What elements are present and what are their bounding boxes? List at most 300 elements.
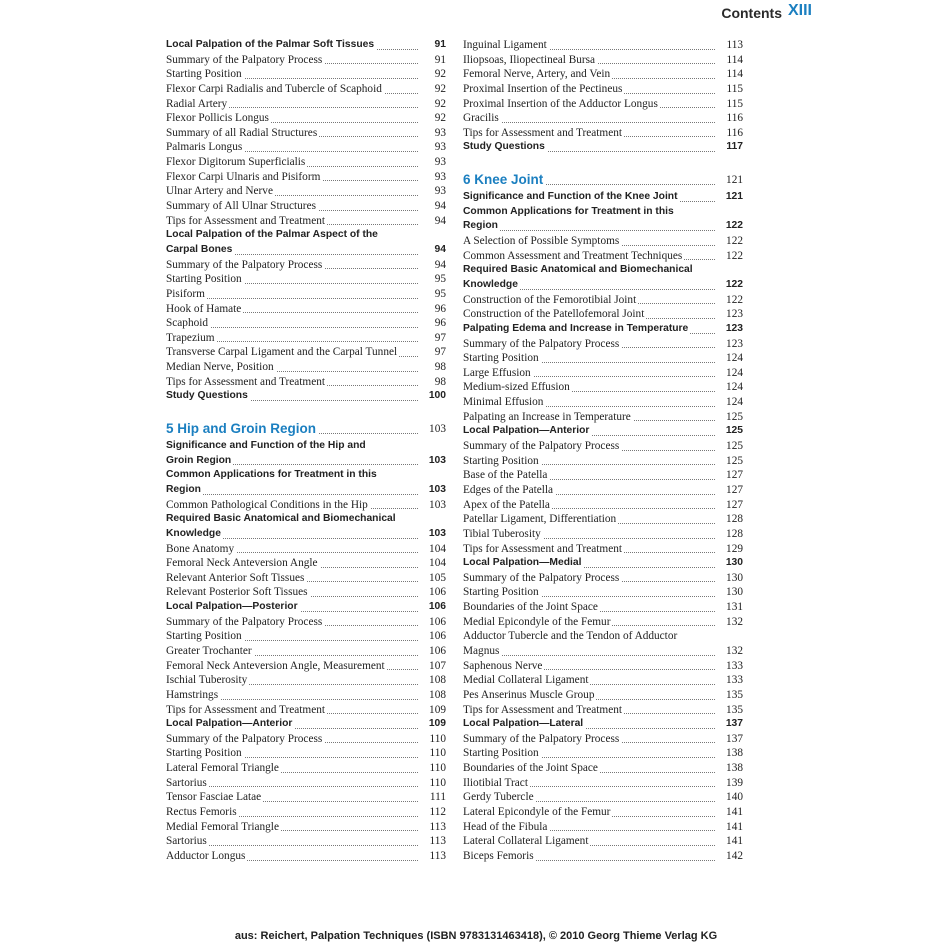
toc-entry-page: 115 xyxy=(718,97,743,112)
toc-entry xyxy=(463,629,743,644)
toc-entry-page: 106 xyxy=(421,615,446,630)
toc-entry-title: Large Effusion xyxy=(463,366,531,379)
toc-entry xyxy=(463,556,743,571)
toc-entry-page: 138 xyxy=(718,746,743,761)
toc-entry xyxy=(463,111,743,126)
toc-entry-title: Starting Position xyxy=(166,273,242,286)
toc-entry-title: Tips for Assessment and Treatment xyxy=(463,126,623,139)
toc-entry xyxy=(166,111,446,126)
toc-entry-title: Starting Position xyxy=(463,586,539,599)
toc-entry-page: 103 xyxy=(421,483,446,498)
toc-entry xyxy=(166,199,446,214)
toc-entry-title: Starting Position xyxy=(166,747,242,760)
toc-entry xyxy=(463,776,743,791)
toc-entry-page: 116 xyxy=(718,111,743,126)
toc-entry-page: 94 xyxy=(421,258,446,273)
toc-entry-page: 132 xyxy=(718,644,743,659)
toc-entry-page: 96 xyxy=(421,316,446,331)
toc-entry-title: Femoral Neck Anteversion Angle, Measurement xyxy=(166,659,385,672)
toc-entry-title: Region xyxy=(463,220,498,232)
toc-entry-title: Ulnar Artery and Nerve xyxy=(166,185,273,198)
toc-entry xyxy=(166,673,446,688)
toc-entry-page: 115 xyxy=(718,82,743,97)
toc-entry-title: Femoral Nerve, Artery, and Vein xyxy=(463,68,611,81)
toc-entry-title: Transverse Carpal Ligament and the Carpal Tunnel xyxy=(166,346,398,359)
toc-entry xyxy=(166,228,446,243)
toc-entry-title: Tips for Assessment and Treatment xyxy=(463,703,623,716)
toc-entry xyxy=(166,600,446,615)
toc-entry-page: 92 xyxy=(421,111,446,126)
toc-entry-page: 103 xyxy=(421,454,446,469)
toc-entry-title: Trapezium xyxy=(166,331,215,344)
toc-entry-title: Summary of the Palpatory Process xyxy=(463,732,620,745)
toc-entry xyxy=(463,205,743,220)
toc-entry-title: Required Basic Anatomical and Biomechanical xyxy=(463,264,693,276)
toc-entry-title: Inguinal Ligament xyxy=(463,39,547,51)
toc-entry-page: 107 xyxy=(421,659,446,674)
toc-entry-title: Palpating Edema and Increase in Temperature xyxy=(463,322,689,334)
toc-entry-page: 104 xyxy=(421,542,446,557)
toc-entry-title: Starting Position xyxy=(166,630,242,643)
toc-entry xyxy=(166,454,446,469)
toc-entry xyxy=(166,483,446,498)
toc-entry xyxy=(166,140,446,155)
toc-entry-title: Construction of the Patellofemoral Joint xyxy=(463,308,645,321)
toc-entry xyxy=(166,375,446,390)
toc-entry xyxy=(463,293,743,308)
toc-entry-page: 113 xyxy=(718,38,743,53)
toc-entry xyxy=(166,53,446,68)
toc-entry xyxy=(463,337,743,352)
toc-entry xyxy=(166,287,446,302)
toc-entry-title: Sartorius xyxy=(166,776,207,789)
toc-entry-page: 138 xyxy=(718,761,743,776)
toc-entry-title: Tips for Assessment and Treatment xyxy=(166,703,326,716)
toc-entry-page: 124 xyxy=(718,366,743,381)
toc-entry-page: 133 xyxy=(718,673,743,688)
toc-entry xyxy=(463,849,743,864)
toc-right-column xyxy=(463,38,743,864)
toc-entry-page: 92 xyxy=(421,67,446,82)
toc-entry-title: Common Pathological Conditions in the Hip xyxy=(166,498,368,511)
toc-entry-title: Common Applications for Treatment in this xyxy=(463,205,674,217)
toc-entry-page: 140 xyxy=(718,790,743,805)
toc-entry xyxy=(166,316,446,331)
toc-entry-page: 110 xyxy=(421,732,446,747)
toc-entry xyxy=(463,53,743,68)
toc-entry-page: 97 xyxy=(421,345,446,360)
toc-entry-title: Adductor Tubercle and the Tendon of Adductor xyxy=(463,630,678,643)
toc-entry xyxy=(166,38,446,53)
toc-entry-page: 93 xyxy=(421,170,446,185)
toc-entry-title: Medium-sized Effusion xyxy=(463,381,570,394)
toc-entry-page: 112 xyxy=(421,805,446,820)
toc-entry-title: Head of the Fibula xyxy=(463,820,548,833)
toc-entry xyxy=(463,600,743,615)
toc-entry-title: Local Palpation—Lateral xyxy=(463,718,584,730)
toc-entry-page: 94 xyxy=(421,199,446,214)
toc-entry-title: Region xyxy=(166,483,201,495)
toc-entry-title: Knowledge xyxy=(166,527,221,539)
toc-entry-title: Tips for Assessment and Treatment xyxy=(166,214,326,227)
toc-entry xyxy=(166,820,446,835)
toc-entry xyxy=(166,659,446,674)
toc-entry-title: Pisiform xyxy=(166,287,205,300)
toc-entry-title: Proximal Insertion of the Pectineus xyxy=(463,82,623,95)
toc-entry-page: 127 xyxy=(718,483,743,498)
toc-entry xyxy=(463,761,743,776)
toc-entry-title: Medial Epicondyle of the Femur xyxy=(463,615,611,628)
toc-entry-title: Common Applications for Treatment in this xyxy=(166,469,377,481)
chapter-heading xyxy=(463,170,743,190)
toc-entry-title: Iliopsoas, Iliopectineal Bursa xyxy=(463,53,596,66)
toc-entry-title: Minimal Effusion xyxy=(463,396,544,409)
toc-entry xyxy=(166,761,446,776)
toc-entry-page: 133 xyxy=(718,659,743,674)
toc-entry-page: 111 xyxy=(421,790,446,805)
toc-entry xyxy=(166,776,446,791)
section-spacer xyxy=(463,155,743,168)
toc-entry-page: 121 xyxy=(718,190,743,205)
toc-entry-page: 92 xyxy=(421,82,446,97)
toc-entry-title: Rectus Femoris xyxy=(166,806,237,819)
toc-entry-page: 104 xyxy=(421,556,446,571)
toc-entry-page: 122 xyxy=(718,249,743,264)
toc-entry xyxy=(166,360,446,375)
toc-entry-title: Adductor Longus xyxy=(166,849,246,862)
toc-entry-page: 91 xyxy=(421,53,446,68)
toc-entry-title: Lateral Collateral Ligament xyxy=(463,835,589,848)
toc-entry-page: 106 xyxy=(421,629,446,644)
toc-entry-title: Summary of the Palpatory Process xyxy=(166,258,323,271)
toc-entry-title: Pes Anserinus Muscle Group xyxy=(463,688,595,701)
toc-entry xyxy=(463,424,743,439)
toc-entry-title: Study Questions xyxy=(463,141,545,153)
section-spacer xyxy=(166,404,446,417)
toc-entry-title: 6 Knee Joint xyxy=(463,172,544,188)
toc-entry xyxy=(166,629,446,644)
toc-entry-page: 131 xyxy=(718,600,743,615)
toc-entry-page: 125 xyxy=(718,410,743,425)
toc-entry-title: Starting Position xyxy=(463,747,539,760)
toc-entry-title: Common Assessment and Treatment Techniques xyxy=(463,249,683,262)
toc-entry-title: Medial Femoral Triangle xyxy=(166,820,279,833)
toc-entry xyxy=(463,468,743,483)
toc-entry xyxy=(166,703,446,718)
toc-entry xyxy=(166,556,446,571)
toc-entry-page: 122 xyxy=(718,234,743,249)
toc-entry-title: Summary of the Palpatory Process xyxy=(166,615,323,628)
toc-entry-title: Starting Position xyxy=(463,454,539,467)
toc-entry-title: Bone Anatomy xyxy=(166,542,235,555)
page-number-roman: XIII xyxy=(787,2,812,19)
toc-entry xyxy=(463,703,743,718)
toc-left-column xyxy=(166,38,446,864)
toc-entry-title: Significance and Function of the Hip and xyxy=(166,440,366,452)
toc-entry xyxy=(463,805,743,820)
toc-entry xyxy=(463,263,743,278)
toc-entry xyxy=(463,790,743,805)
toc-entry xyxy=(463,542,743,557)
toc-entry-page: 135 xyxy=(718,688,743,703)
toc-entry-page: 108 xyxy=(421,688,446,703)
toc-entry xyxy=(463,395,743,410)
toc-entry xyxy=(463,366,743,381)
toc-entry xyxy=(463,820,743,835)
toc-entry xyxy=(463,644,743,659)
toc-entry xyxy=(463,454,743,469)
toc-entry-title: Tibial Tuberosity xyxy=(463,527,541,540)
toc-entry xyxy=(166,331,446,346)
toc-entry xyxy=(463,38,743,53)
toc-entry-title: Study Questions xyxy=(166,390,248,402)
toc-entry xyxy=(463,126,743,141)
toc-entry xyxy=(166,345,446,360)
toc-entry xyxy=(463,439,743,454)
toc-entry-page: 132 xyxy=(718,615,743,630)
toc-entry-title: Local Palpation of the Palmar Aspect of the xyxy=(166,229,378,241)
toc-entry-title: Summary of all Radial Structures xyxy=(166,126,318,139)
toc-entry-title: Relevant Posterior Soft Tissues xyxy=(166,586,308,599)
toc-entry-title: Boundaries of the Joint Space xyxy=(463,762,598,775)
toc-entry-page: 106 xyxy=(421,585,446,600)
dot-leader xyxy=(166,494,418,495)
toc-entry xyxy=(463,249,743,264)
toc-entry xyxy=(463,673,743,688)
toc-entry xyxy=(166,790,446,805)
toc-entry-page: 93 xyxy=(421,184,446,199)
toc-entry-page: 103 xyxy=(421,419,446,439)
toc-entry-page: 93 xyxy=(421,155,446,170)
toc-entry-title: Proximal Insertion of the Adductor Longus xyxy=(463,97,658,110)
toc-entry-page: 110 xyxy=(421,776,446,791)
toc-entry-page: 142 xyxy=(718,849,743,864)
toc-entry-title: Tips for Assessment and Treatment xyxy=(166,375,326,388)
toc-entry-title: Palpating an Increase in Temperature xyxy=(463,410,631,423)
toc-entry xyxy=(166,155,446,170)
toc-entry-title: Local Palpation—Medial xyxy=(463,557,582,569)
toc-entry xyxy=(463,234,743,249)
toc-entry xyxy=(463,585,743,600)
toc-entry-page: 125 xyxy=(718,439,743,454)
toc-entry xyxy=(463,659,743,674)
toc-entry-page: 109 xyxy=(421,717,446,732)
toc-entry xyxy=(166,184,446,199)
toc-entry-title: Ischial Tuberosity xyxy=(166,674,248,687)
toc-entry-title: Lateral Femoral Triangle xyxy=(166,762,279,775)
toc-entry xyxy=(463,82,743,97)
toc-entry-title: Local Palpation—Anterior xyxy=(463,425,590,437)
toc-entry-title: Tensor Fasciae Latae xyxy=(166,791,262,804)
toc-entry-page: 103 xyxy=(421,527,446,542)
toc-entry-page: 94 xyxy=(421,214,446,229)
toc-entry-page: 106 xyxy=(421,600,446,615)
toc-entry xyxy=(166,585,446,600)
toc-entry xyxy=(166,834,446,849)
toc-entry-title: Summary of the Palpatory Process xyxy=(463,440,620,453)
toc-entry-title: Patellar Ligament, Differentiation xyxy=(463,513,617,526)
toc-entry xyxy=(463,380,743,395)
toc-entry-title: Hamstrings xyxy=(166,688,219,701)
toc-entry xyxy=(166,258,446,273)
toc-entry xyxy=(463,190,743,205)
toc-entry-title: Greater Trochanter xyxy=(166,644,252,657)
toc-entry-page: 93 xyxy=(421,140,446,155)
toc-entry xyxy=(166,126,446,141)
toc-entry xyxy=(463,615,743,630)
toc-entry xyxy=(463,498,743,513)
toc-entry xyxy=(166,805,446,820)
toc-entry xyxy=(166,302,446,317)
toc-entry xyxy=(166,688,446,703)
toc-entry-title: Knowledge xyxy=(463,278,518,290)
toc-entry-page: 113 xyxy=(421,849,446,864)
toc-entry-title: Hook of Hamate xyxy=(166,302,242,315)
toc-entry xyxy=(463,527,743,542)
toc-entry-title: Required Basic Anatomical and Biomechanical xyxy=(166,513,396,525)
toc-entry-page: 103 xyxy=(421,498,446,513)
toc-entry-title: Flexor Carpi Radialis and Tubercle of Scaphoid xyxy=(166,82,382,95)
toc-entry xyxy=(166,717,446,732)
toc-entry-title: Carpal Bones xyxy=(166,243,233,255)
toc-entry-page: 124 xyxy=(718,395,743,410)
toc-entry-title: Relevant Anterior Soft Tissues xyxy=(166,571,305,584)
toc-entry-page: 106 xyxy=(421,644,446,659)
toc-entry-page: 116 xyxy=(718,126,743,141)
toc-entry-page: 113 xyxy=(421,834,446,849)
toc-entry-page: 94 xyxy=(421,243,446,258)
toc-entry xyxy=(166,644,446,659)
toc-entry-title: Groin Region xyxy=(166,454,232,466)
toc-entry xyxy=(463,97,743,112)
toc-entry xyxy=(463,512,743,527)
toc-entry-title: Local Palpation—Anterior xyxy=(166,718,293,730)
toc-entry-page: 129 xyxy=(718,542,743,557)
toc-entry xyxy=(463,410,743,425)
toc-entry-title: Construction of the Femorotibial Joint xyxy=(463,293,637,306)
toc-entry-page: 113 xyxy=(421,820,446,835)
toc-entry-title: Summary of All Ulnar Structures xyxy=(166,200,316,213)
toc-entry xyxy=(166,214,446,229)
toc-entry-page: 123 xyxy=(718,322,743,337)
toc-entry xyxy=(166,468,446,483)
toc-entry xyxy=(463,717,743,732)
toc-entry-title: Starting Position xyxy=(463,352,539,365)
toc-entry-title: Starting Position xyxy=(166,68,242,81)
toc-entry-page: 130 xyxy=(718,571,743,586)
toc-entry-page: 114 xyxy=(718,67,743,82)
toc-entry-page: 141 xyxy=(718,820,743,835)
toc-entry-title: Flexor Digitorum Superficialis xyxy=(166,156,306,169)
toc-entry-title: 5 Hip and Groin Region xyxy=(166,421,317,437)
source-footer: aus: Reichert, Palpation Techniques (ISBN 9783131463418), © 2010 Georg Thieme Verlag KG xyxy=(234,930,718,942)
toc-entry-title: Flexor Carpi Ulnaris and Pisiform xyxy=(166,170,321,183)
toc-entry-page: 130 xyxy=(718,585,743,600)
toc-entry-page: 110 xyxy=(421,761,446,776)
toc-entry-title: Saphenous Nerve xyxy=(463,659,543,672)
toc-entry xyxy=(166,97,446,112)
toc-entry xyxy=(463,571,743,586)
toc-entry xyxy=(463,278,743,293)
toc-entry-title: Base of the Patella xyxy=(463,469,548,482)
toc-entry-page: 127 xyxy=(718,498,743,513)
toc-entry xyxy=(463,351,743,366)
toc-entry xyxy=(166,849,446,864)
toc-entry xyxy=(463,322,743,337)
toc-entry-page: 98 xyxy=(421,375,446,390)
toc-entry xyxy=(166,243,446,258)
toc-entry-page: 98 xyxy=(421,360,446,375)
toc-entry-title: Iliotibial Tract xyxy=(463,776,528,789)
toc-entry xyxy=(463,140,743,155)
toc-entry-page: 125 xyxy=(718,424,743,439)
toc-entry-page: 117 xyxy=(718,140,743,155)
toc-entry-title: Sartorius xyxy=(166,835,207,848)
toc-entry-page: 108 xyxy=(421,673,446,688)
toc-entry xyxy=(463,67,743,82)
toc-entry-title: Apex of the Patella xyxy=(463,498,550,511)
toc-entry xyxy=(463,219,743,234)
toc-entry xyxy=(463,732,743,747)
toc-entry xyxy=(166,732,446,747)
toc-entry-title: Flexor Pollicis Longus xyxy=(166,112,269,125)
toc-entry-title: Edges of the Patella xyxy=(463,483,554,496)
toc-entry-title: Summary of the Palpatory Process xyxy=(166,732,323,745)
toc-entry-page: 139 xyxy=(718,776,743,791)
toc-entry xyxy=(166,170,446,185)
toc-entry-title: Tips for Assessment and Treatment xyxy=(463,542,623,555)
toc-entry-title: A Selection of Possible Symptoms xyxy=(463,235,620,248)
toc-entry-page: 97 xyxy=(421,331,446,346)
toc-entry-title: Summary of the Palpatory Process xyxy=(463,337,620,350)
toc-entry-page: 127 xyxy=(718,468,743,483)
toc-entry-page: 124 xyxy=(718,380,743,395)
toc-entry-page: 137 xyxy=(718,732,743,747)
toc-entry xyxy=(166,746,446,761)
toc-entry-page: 109 xyxy=(421,703,446,718)
toc-entry-title: Median Nerve, Position xyxy=(166,361,274,374)
toc-entry-page: 122 xyxy=(718,219,743,234)
toc-entry xyxy=(463,307,743,322)
toc-entry-title: Boundaries of the Joint Space xyxy=(463,601,598,614)
toc-entry-page: 122 xyxy=(718,293,743,308)
toc-entry xyxy=(463,688,743,703)
toc-entry-page: 114 xyxy=(718,53,743,68)
toc-entry-page: 121 xyxy=(718,170,743,190)
toc-entry-page: 125 xyxy=(718,454,743,469)
toc-entry-title: Gerdy Tubercle xyxy=(463,791,534,804)
toc-entry-title: Gracilis xyxy=(463,112,499,125)
toc-entry-page: 95 xyxy=(421,287,446,302)
toc-entry-page: 110 xyxy=(421,746,446,761)
toc-entry-page: 123 xyxy=(718,307,743,322)
toc-entry-title: Magnus xyxy=(463,644,500,657)
toc-entry-title: Scaphoid xyxy=(166,317,209,330)
toc-entry-page: 95 xyxy=(421,272,446,287)
toc-entry xyxy=(463,834,743,849)
toc-entry xyxy=(166,512,446,527)
toc-entry-title: Medial Collateral Ligament xyxy=(463,674,589,687)
toc-entry-title: Radial Artery xyxy=(166,97,228,110)
chapter-heading xyxy=(166,419,446,439)
toc-entry-page: 135 xyxy=(718,703,743,718)
toc-entry-title: Local Palpation—Posterior xyxy=(166,601,298,613)
toc-entry-page: 141 xyxy=(718,805,743,820)
toc-entry xyxy=(166,527,446,542)
toc-entry xyxy=(166,439,446,454)
toc-entry xyxy=(166,542,446,557)
toc-entry xyxy=(166,498,446,513)
